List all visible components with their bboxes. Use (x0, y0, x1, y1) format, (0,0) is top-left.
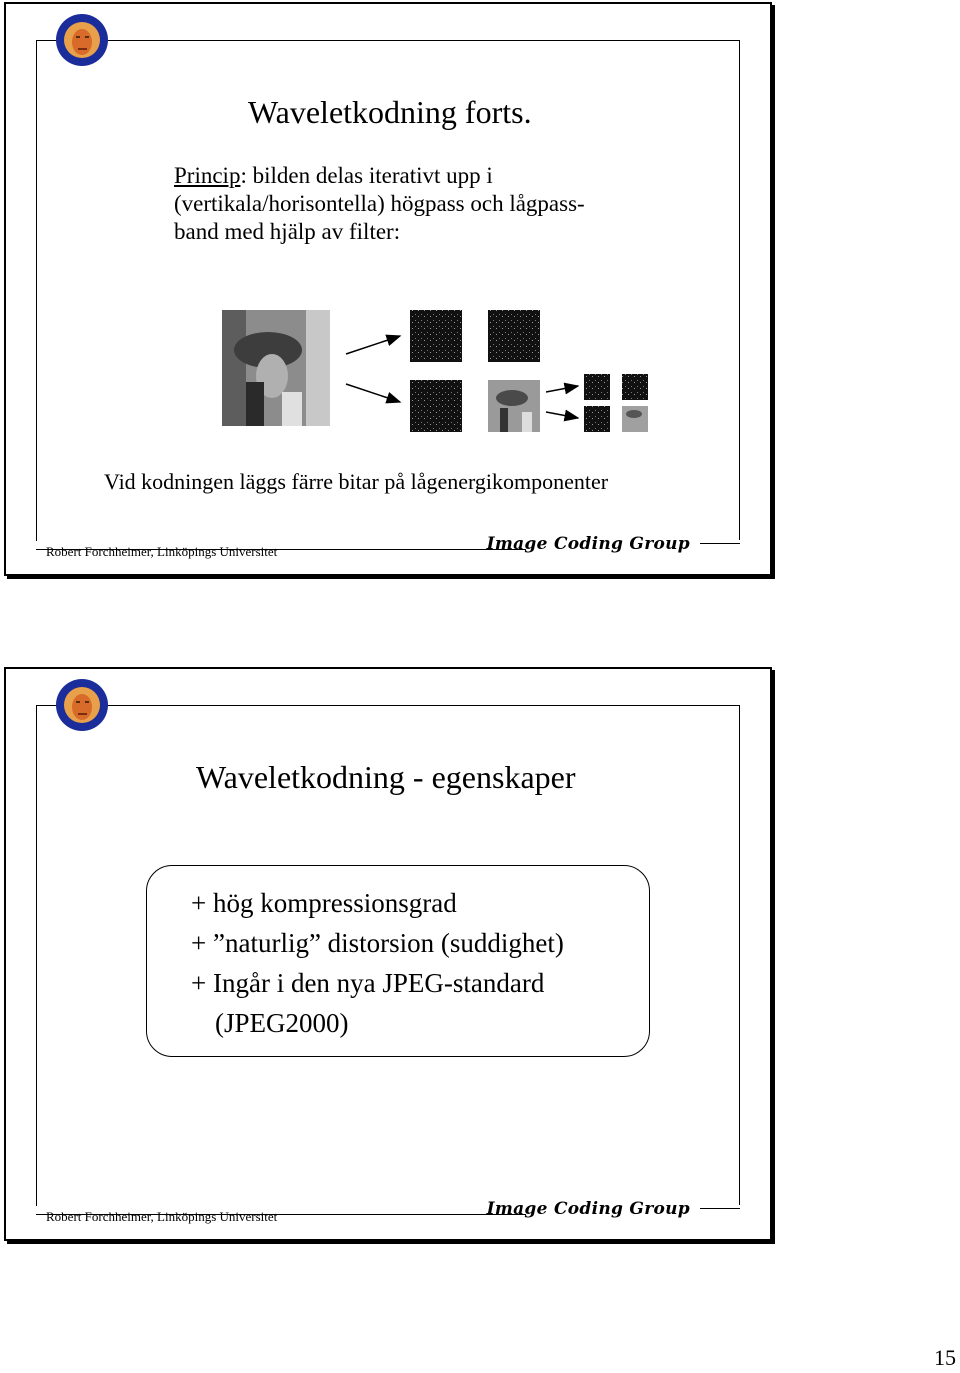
arrow-lower (346, 384, 400, 402)
slide-1 (4, 2, 772, 576)
subband-hh (410, 310, 462, 362)
principle-line-2: (vertikala/horisontella) högpass och lågpass- (174, 191, 585, 216)
arrow-upper-2 (546, 386, 578, 392)
principle-rest: : bilden delas iterativt upp i (240, 163, 493, 188)
slide-frame-right (739, 705, 740, 1205)
principle-label: Princip (174, 163, 241, 188)
footer-author: Robert Forchheimer, Linköpings Universitet (46, 544, 278, 559)
subband-2-hh (584, 374, 610, 400)
bullet-1: + hög kompressionsgrad (191, 888, 457, 918)
subband-ll (488, 380, 540, 432)
footer-divider-right (700, 1208, 740, 1209)
group-logo-icon (54, 12, 110, 68)
page-number: 15 (934, 1345, 956, 1370)
subband-hl (488, 310, 540, 362)
bullet-2: + ”naturlig” distorsion (suddighet) (191, 928, 564, 958)
footer-brand: Image Coding Group (486, 534, 690, 554)
subband-2-hl (622, 374, 648, 400)
caption: Vid kodningen läggs färre bitar på lågenergikomponenter (104, 469, 609, 494)
bullet-3: + Ingår i den nya JPEG-standard (191, 968, 545, 998)
footer-divider-right (700, 543, 740, 544)
arrow-upper (346, 336, 400, 354)
original-image (222, 310, 330, 426)
slide-2 (4, 667, 772, 1241)
group-logo-icon (54, 677, 110, 733)
subband-2-ll (622, 406, 648, 432)
slide-title: Waveletkodning - egenskaper (196, 759, 576, 795)
bullet-3-cont: (JPEG2000) (215, 1008, 349, 1038)
principle-line-3: band med hjälp av filter: (174, 219, 401, 244)
footer-author: Robert Forchheimer, Linköpings Universitet (46, 1209, 278, 1224)
wavelet-diagram (216, 306, 656, 436)
arrow-lower-2 (546, 412, 578, 418)
subband-lh (410, 380, 462, 432)
footer-brand: Image Coding Group (486, 1199, 690, 1219)
subband-2-lh (584, 406, 610, 432)
principle-text (174, 162, 694, 246)
slide-frame-right (739, 40, 740, 540)
properties-box (146, 865, 650, 1057)
slide-title: Waveletkodning forts. (248, 94, 532, 130)
